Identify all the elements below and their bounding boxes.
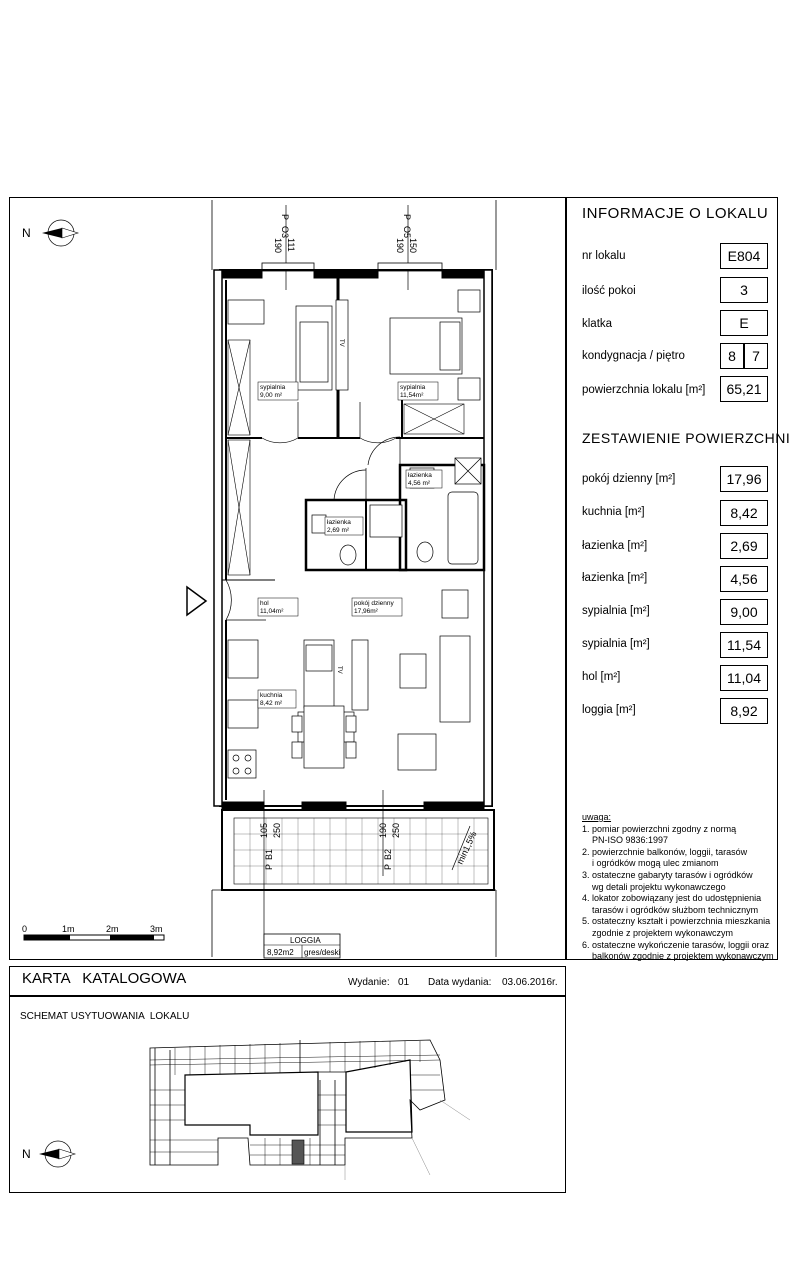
svg-text:150 [408,238,418,253]
room-hol-name: hol [260,600,269,607]
room-sypialnia1-area: 9,00 m² [260,392,283,399]
data-wydania-label: Data wydania: [428,977,492,988]
info-title: INFORMACJE O LOKALU [582,205,769,222]
area-label-hol: hol [m²] [582,671,621,683]
info-label-pokoi: ilość pokoi [582,285,636,297]
area-label-lazienka1: łazienka [m²] [582,540,648,552]
window-o5-label: O5 [402,226,412,239]
window-o5-h: 190 [395,238,405,254]
scale-1m: 1m [62,924,75,934]
note-line: balkonów zgodnie z projektem wykonawczym [592,951,774,962]
area-value-pokoj: 17,96 [720,466,768,492]
wydanie-label: Wydanie: [348,977,390,988]
svg-text:190 [273,238,283,253]
window-b2-label: B2 [383,848,393,860]
area-value-hol: 11,04 [720,665,768,691]
info-label-kondygnacja: kondygnacja / piętro [582,350,685,362]
note-line: 3. ostateczne gabaryty tarasów i ogródków [582,869,753,880]
site-schema [9,1020,479,1180]
room-pokoj-area: 17,96m² [354,608,378,615]
area-label-sypialnia1: sypialnia [m²] [582,605,650,617]
room-lazienka2-area: 2,69 m² [327,527,350,534]
note-line: PN-ISO 9836:1997 [592,835,669,846]
areas-title: ZESTAWIENIE POWIERZCHNI [582,430,791,446]
loggia-area: 8,92m2 [267,948,294,957]
window-b1-w: 250 [272,822,282,838]
svg-text:P [402,214,412,220]
area-value-lazienka2: 4,56 [720,566,768,592]
svg-text:O3 [280,226,290,238]
window-b1-label: B1 [264,848,274,860]
window-b1-p: P [264,863,274,870]
room-lazienka1-name: łazienka [408,472,432,479]
note-line: 6. ostateczne wykończenie tarasów, loggii oraz [582,939,770,950]
note-line: tarasów i ogródków służbom technicznym [592,904,759,915]
note-line: wg detali projektu wykonawczego [592,881,726,892]
north-label: N [22,226,31,240]
area-value-loggia: 8,92 [720,698,768,724]
notes-heading: uwaga: [582,812,612,822]
window-b2-p: P [383,863,393,870]
room-pokoj-name: pokój dzienny [354,600,394,607]
svg-text:P [280,214,290,220]
info-label-klatka: klatka [582,318,613,330]
karta-title: KARTA KATALOGOWA [22,970,187,987]
info-value-pokoi: 3 [720,277,768,303]
note-line: 2. powierzchnie balkonów, loggii, tarasów [582,846,748,857]
svg-text:B2 [383,849,393,860]
window-o3-w: 111 [286,238,296,252]
info-value-klatka: E [720,310,768,336]
window-b2-h: 190 [378,822,388,838]
area-value-sypialnia2: 11,54 [720,632,768,658]
room-sypialnia2-area: 11,54m² [400,392,424,399]
room-hol-area: 11,04m² [260,608,284,615]
entrance-arrow-icon [187,587,206,615]
schemat-north-label: N [22,1147,31,1161]
info-value-nr: E804 [720,243,768,269]
area-value-lazienka1: 2,69 [720,533,768,559]
area-label-loggia: loggia [m²] [582,704,636,716]
note-line: i ogródków mogą ulec zmianom [592,858,719,869]
svg-text:P [264,864,274,870]
svg-text:105 [259,823,269,838]
svg-text:250 [272,823,282,838]
area-value-kuchnia: 8,42 [720,500,768,526]
loggia-label: LOGGIA [290,936,321,945]
info-value-pietro: 7 [744,343,768,369]
scale-2m: 2m [106,924,119,934]
area-label-pokoj: pokój dzienny [m²] [582,473,676,485]
north-arrow-icon [39,1141,75,1167]
scale-0: 0 [22,924,28,934]
window-o5-p: P [402,214,412,221]
note-line: 5. ostateczny kształt i powierzchnia mieszkania [582,916,771,927]
data-wydania-value: 03.06.2016r. [502,977,558,988]
svg-text:111 [286,238,296,252]
tv-label-bedroom: TV [338,339,344,347]
svg-text:250 [391,823,401,838]
info-value-powierzchnia: 65,21 [720,376,768,402]
highlighted-unit [292,1140,304,1164]
note-line: 1. pomiar powierzchni zgodny z normą [582,823,737,834]
area-label-kuchnia: kuchnia [m²] [582,506,645,518]
room-kuchnia-area: 8,42 m² [260,700,283,707]
north-arrow-icon [42,220,78,246]
room-sypialnia1-name: sypialnia [260,384,286,391]
svg-text:190 [395,238,405,253]
window-o3-label: O3 [280,226,290,239]
room-lazienka2-name: łazienka [327,519,351,526]
svg-text:O5 [402,226,412,238]
svg-text:B1 [264,849,274,860]
tv-label: TV [336,666,342,674]
note-line: zgodnie z projektem wykonawczym [592,927,734,938]
scale-3m: 3m [150,924,163,934]
svg-text:P [383,864,393,870]
floor-plan [9,197,566,960]
svg-text:min1,5% [455,830,479,866]
wydanie-value: 01 [398,977,410,988]
svg-text:190 [378,823,388,838]
info-label-nr: nr lokalu [582,250,626,262]
window-b1-h: 105 [259,822,269,838]
info-label-powierzchnia: powierzchnia lokalu [m²] [582,384,706,396]
scale-bar [24,935,164,940]
window-o3-p: P [280,214,290,221]
area-label-lazienka2: łazienka [m²] [582,572,648,584]
loggia-finish: gres/deski [304,948,341,957]
slope-label: min1,5% [454,829,479,866]
room-lazienka1-area: 4,56 m² [408,480,431,487]
area-value-sypialnia1: 9,00 [720,599,768,625]
window-b2-w: 250 [391,822,401,838]
room-kuchnia-name: kuchnia [260,692,283,699]
note-line: 4. lokator zobowiązany jest do udostępnienia [582,893,762,904]
window-o5-w: 150 [408,238,418,254]
area-label-sypialnia2: sypialnia [m²] [582,638,650,650]
info-value-kondygnacja: 8 [720,343,744,369]
schemat-title: SCHEMAT USYTUOWANIA LOKALU [20,1011,190,1022]
room-sypialnia2-name: sypialnia [400,384,426,391]
window-o3-h: 190 [273,238,283,254]
notes [582,812,774,963]
